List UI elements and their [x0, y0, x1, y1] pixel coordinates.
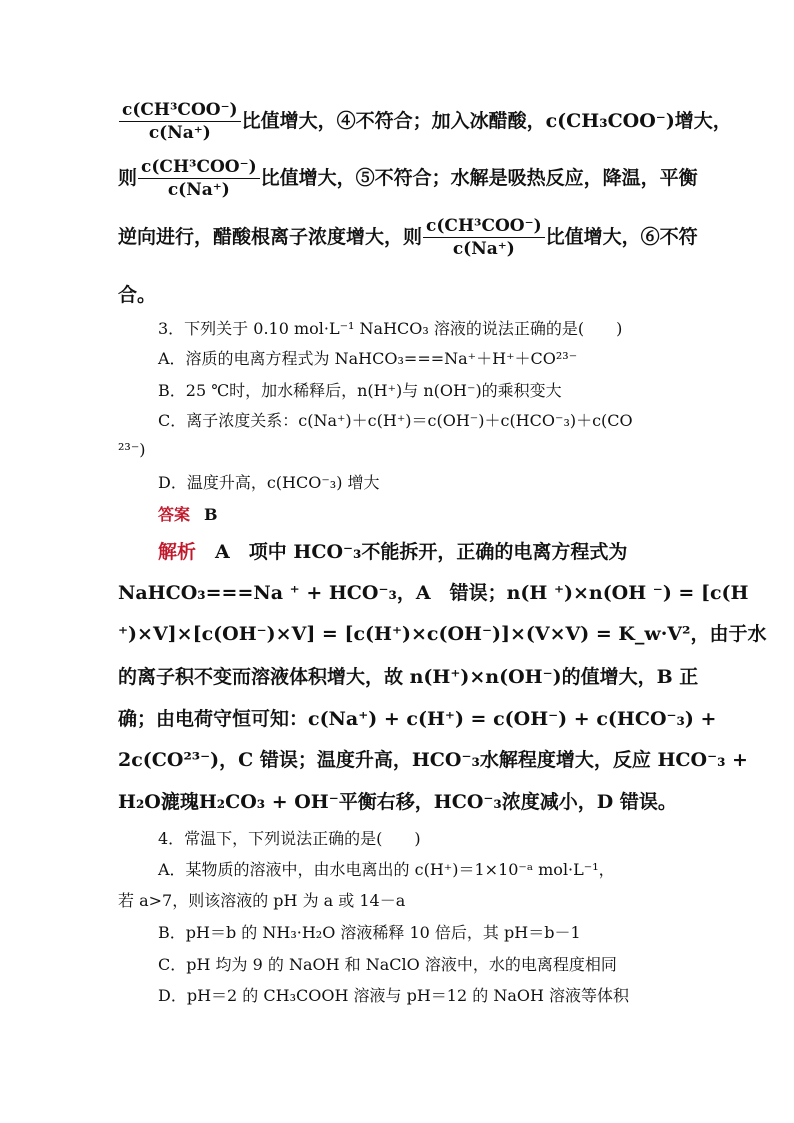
fraction-denominator: c(Na⁺) [167, 180, 230, 200]
line-text: 比值增大，⑥不符 [545, 226, 698, 248]
prev-analysis-line-4: 合。 [118, 284, 157, 306]
answer-label: 答案 [158, 505, 191, 524]
question-4-option-a-cont: 若 a>7，则该溶液的 pH 为 a 或 14－a [118, 891, 406, 910]
question-3-option-c-cont: ²³⁻) [118, 440, 146, 459]
question-3-option-d: D．温度升高，c(HCO⁻₃) 增大 [158, 473, 380, 492]
line-text: 比值增大，④不符合；加入冰醋酸，c(CH₃COO⁻)增大， [241, 110, 732, 132]
prev-analysis-line-2 [118, 157, 698, 201]
question-4-option-c: C．pH 均为 9 的 NaOH 和 NaClO 溶液中，水的电离程度相同 [158, 955, 617, 974]
analysis-line-7: H₂O漉瑰H₂CO₃ + OH⁻平衡右移，HCO⁻₃浓度减小，D 错误。 [118, 791, 677, 813]
analysis-label: 解析 [158, 541, 197, 563]
answer-value: B [204, 505, 218, 524]
question-4-stem: 4．常温下，下列说法正确的是( ) [158, 829, 421, 848]
analysis-line-6: 2c(CO²³⁻)，C 错误；温度升高，HCO⁻₃水解程度增大，反应 HCO⁻₃ + [118, 749, 748, 771]
ratio-fraction [119, 100, 241, 144]
fraction-numerator: c(CH³COO⁻) [119, 100, 241, 122]
line-text: 则 [118, 167, 138, 189]
analysis-line-3: ⁺)×V]×[c(OH⁻)×V] = [c(H⁺)×c(OH⁻)]×(V×V) = K_w·V²，由于水 [118, 623, 767, 645]
answer-line [158, 502, 218, 525]
analysis-line-5: 确；由电荷守恒可知：c(Na⁺) + c(H⁺) = c(OH⁻) + c(HCO⁻₃) + [118, 708, 717, 730]
line-text: 比值增大，⑤不符合；水解是吸热反应，降温，平衡 [260, 167, 698, 189]
line-text: 逆向进行，醋酸根离子浓度增大，则 [118, 226, 423, 248]
prev-analysis-line-3 [118, 216, 698, 260]
ratio-fraction [423, 216, 545, 260]
fraction-denominator: c(Na⁺) [452, 239, 515, 259]
line-text: A 项中 HCO⁻₃不能拆开，正确的电离方程式为 [215, 541, 628, 563]
fraction-numerator: c(CH³COO⁻) [138, 157, 260, 179]
question-3-option-b: B．25 ℃时，加水稀释后，n(H⁺)与 n(OH⁻)的乘积变大 [158, 381, 562, 400]
question-3-stem: 3．下列关于 0.10 mol·L⁻¹ NaHCO₃ 溶液的说法正确的是( ) [158, 319, 623, 338]
analysis-line-4: 的离子积不变而溶液体积增大，故 n(H⁺)×n(OH⁻)的值增大，B 正 [118, 666, 699, 688]
question-4-option-d: D．pH＝2 的 CH₃COOH 溶液与 pH＝12 的 NaOH 溶液等体积 [158, 986, 630, 1005]
fraction-denominator: c(Na⁺) [148, 123, 211, 143]
question-4-option-b: B．pH＝b 的 NH₃·H₂O 溶液稀释 10 倍后，其 pH＝b－1 [158, 923, 581, 942]
prev-analysis-line-1 [118, 100, 732, 144]
ratio-fraction [138, 157, 260, 201]
analysis-line-2: NaHCO₃===Na ⁺ + HCO⁻₃，A 错误；n(H ⁺)×n(OH ⁻) = [c(H [118, 582, 749, 604]
question-4-option-a: A．某物质的溶液中，由水电离出的 c(H⁺)＝1×10⁻ᵃ mol·L⁻¹， [158, 860, 615, 879]
analysis-line-1 [158, 537, 627, 564]
question-3-option-a: A．溶质的电离方程式为 NaHCO₃===Na⁺＋H⁺＋CO²³⁻ [158, 349, 578, 368]
fraction-numerator: c(CH³COO⁻) [423, 216, 545, 238]
question-3-option-c: C．离子浓度关系：c(Na⁺)＋c(H⁺)＝c(OH⁻)＋c(HCO⁻₃)＋c(CO [158, 411, 633, 430]
